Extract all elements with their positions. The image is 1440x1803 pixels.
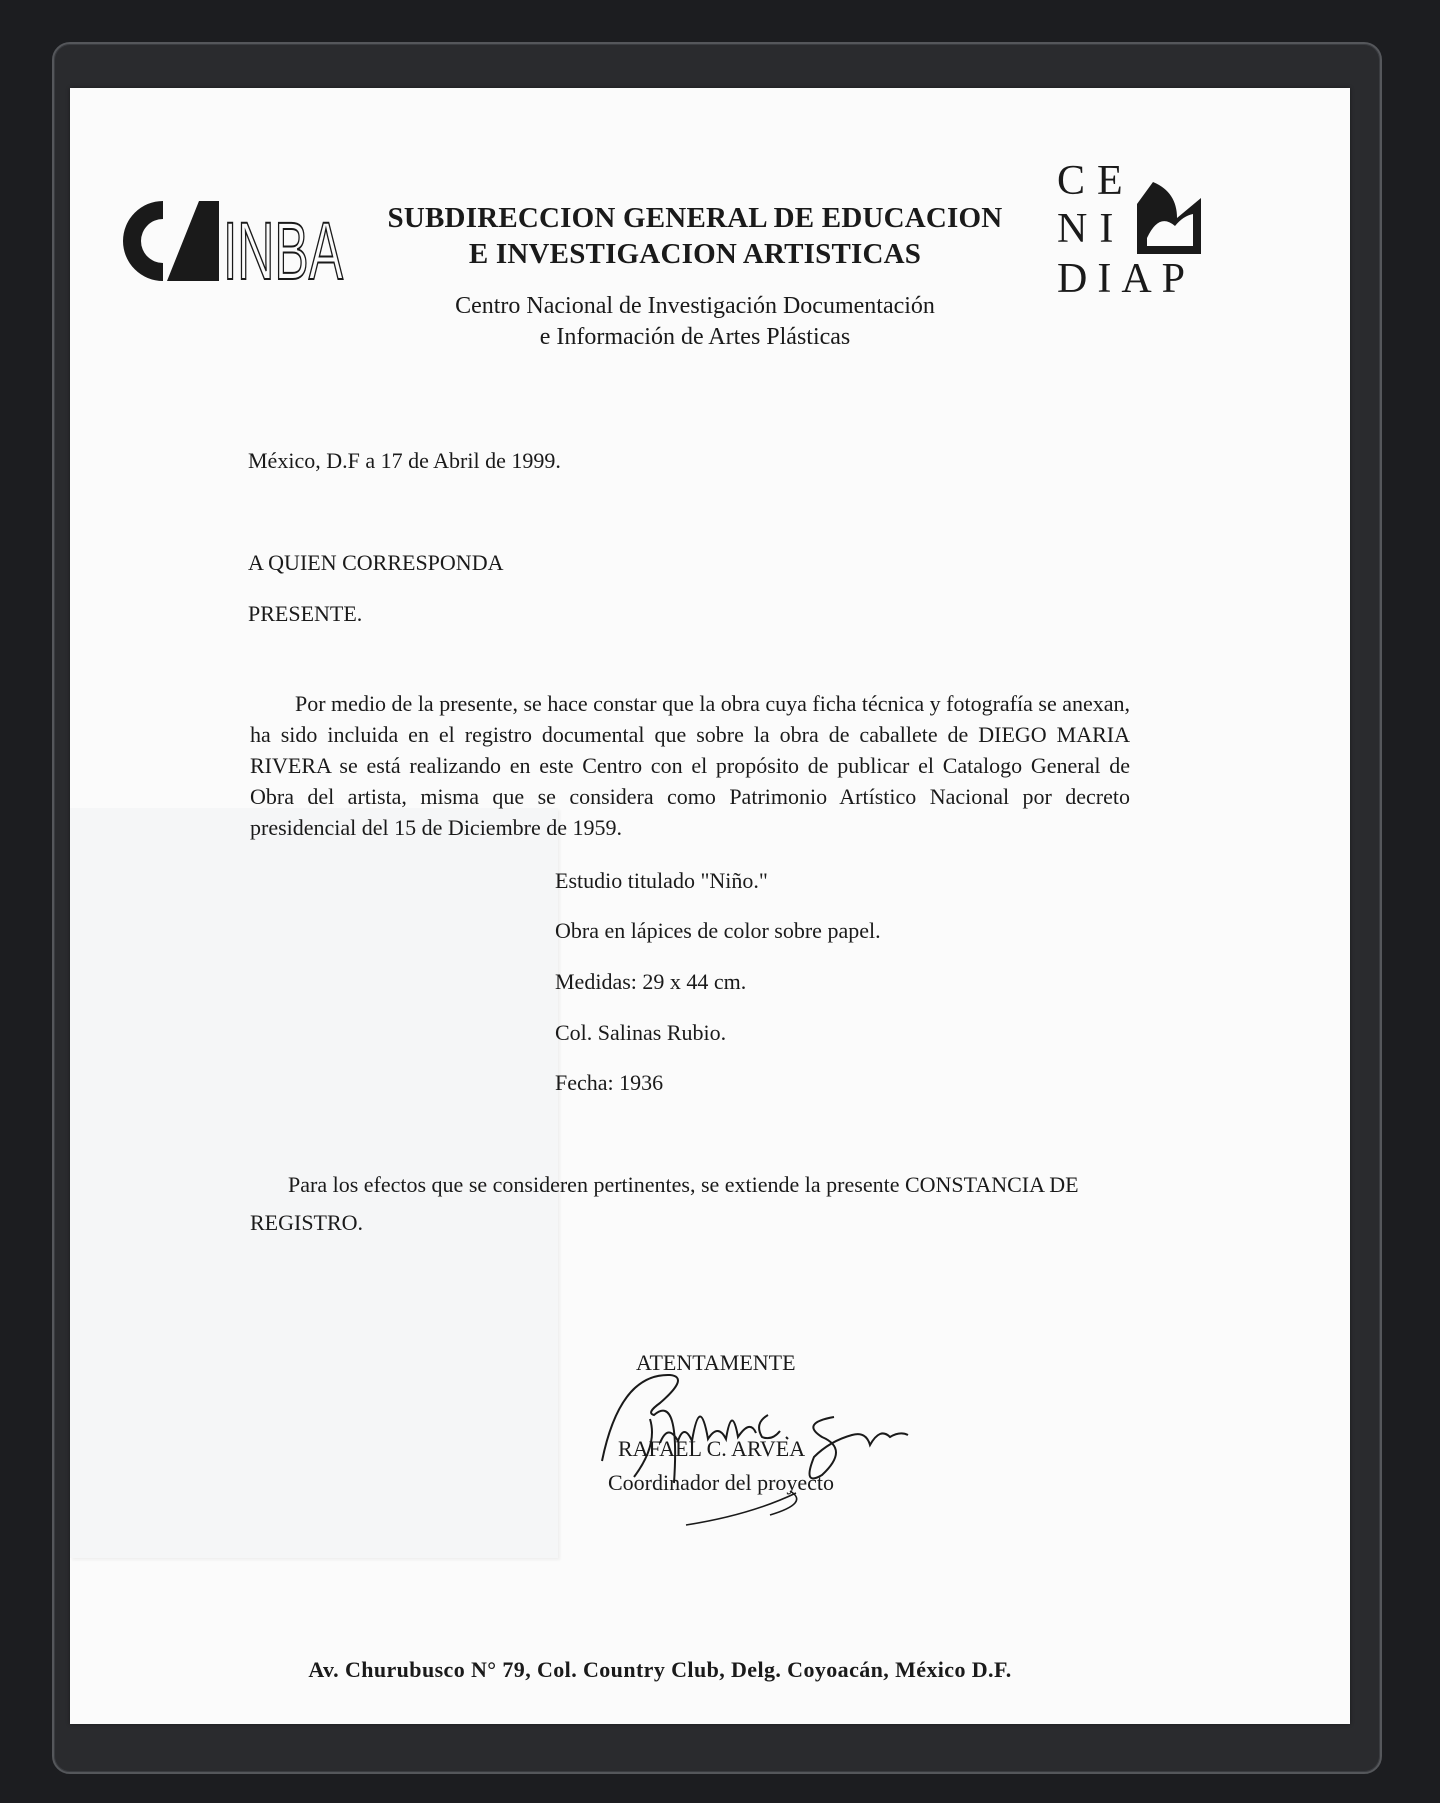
artwork-date: Fecha: 1936 <box>555 1070 664 1095</box>
artwork-dimensions: Medidas: 29 x 44 cm. <box>555 969 747 994</box>
letter-body: Por medio de la presente, se hace constar que la obra cuya ficha técnica y fotografía se anexan, ha sido incluida en el registro documental que sobre la obra de caballete de DIEGO MARIA RIVERA se está realizando en este Centro con el propósito de publicar el Catalogo General de Obra del artista, misma que se considera como Patrimonio Artístico Nacional por decreto presidencial del 15 de Diciembre de 1959. <box>250 691 1131 840</box>
heading-line-1: SUBDIRECCION GENERAL DE EDUCACION <box>387 202 1003 234</box>
cenidiap-line-3: DIAP <box>1057 256 1196 302</box>
letterhead-heading <box>360 200 1030 272</box>
salutation-line-1: A QUIEN CORRESPONDA <box>248 550 504 575</box>
letter-page <box>70 88 1350 1724</box>
artwork-medium: Obra en lápices de color sobre papel. <box>555 918 881 943</box>
subheading-line-1: Centro Nacional de Investigación Documentación <box>455 293 935 319</box>
artwork-title: Estudio titulado "Niño." <box>555 868 768 893</box>
inba-logo <box>115 193 345 297</box>
letter-date: México, D.F a 17 de Abril de 1999. <box>248 448 561 473</box>
cenidiap-line-1: CE <box>1057 158 1135 204</box>
cenidiap-line-2: NI <box>1057 206 1126 252</box>
salutation-line-2: PRESENTE. <box>248 601 363 626</box>
letterhead-subheading <box>360 291 1030 353</box>
signature-greeting: ATENTAMENTE <box>636 1350 796 1375</box>
footer-address: Av. Churubusco N° 79, Col. Country Club, Delg. Coyoacán, México D.F. <box>308 1657 1012 1682</box>
letter-closing: Para los efectos que se consideren pertinentes, se extiende la presente CONSTANCIA DE REGISTRO. <box>250 1172 1079 1235</box>
signer-name: RAFAEL C. ARVEA <box>618 1436 806 1461</box>
cenidiap-logo <box>1055 154 1215 302</box>
inba-logo-text: INBA <box>223 206 344 297</box>
signer-title: Coordinador del proyecto <box>608 1470 835 1495</box>
subheading-line-2: e Información de Artes Plásticas <box>539 324 851 350</box>
artwork-collection: Col. Salinas Rubio. <box>555 1020 727 1045</box>
heading-line-2: E INVESTIGACION ARTISTICAS <box>468 238 922 270</box>
